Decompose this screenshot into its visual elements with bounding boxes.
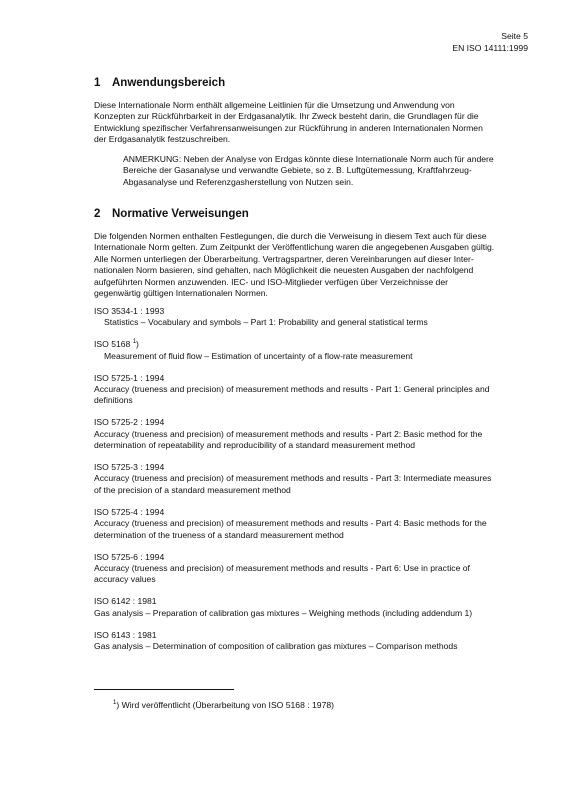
text-line: der Erdgasanalytik festzuschreiben. — [94, 134, 231, 145]
reference-title: Statistics – Vocabulary and symbols – Part 1: Probability and general statistical terms — [104, 317, 428, 328]
reference-code: ISO 6142 : 1981 — [94, 596, 157, 607]
reference-item — [94, 373, 528, 407]
text-line: Die folgenden Normen enthalten Festlegungen, die durch die Verweisung in diesem Text auch für diese — [94, 231, 487, 241]
reference-code: ISO 6143 : 1981 — [94, 629, 157, 640]
note-line: Abgasanalyse und Referenzgasherstellung von Nutzen sein. — [123, 176, 354, 187]
reference-code: ISO 5725-1 : 1994 — [94, 372, 165, 383]
section-2-title: Normative Verweisungen — [112, 208, 249, 220]
page-number: Seite 5 — [501, 31, 528, 41]
reference-item — [94, 339, 528, 362]
reference-item — [94, 507, 528, 541]
footnote-divider — [94, 689, 234, 690]
note-line: ANMERKUNG: Neben der Analyse von Erdgas könnte diese Internationale Norm auch für andere — [123, 154, 494, 164]
text-line: gegenwärtig gültigen Internationalen Normen. — [94, 288, 268, 299]
section-1-number: 1 — [94, 77, 101, 89]
reference-code: ISO 5168 $^1$) — [94, 339, 139, 350]
text-line: Internationale Norm gelten. Zum Zeitpunkt der Veröffentlichung waren die angegebenen Ausgaben gültig. — [94, 242, 495, 253]
text-line: aufgeführten Normen anzuwenden. IEC- und ISO-Mitglieder verfügen über Verzeichnisse der — [94, 276, 448, 287]
reference-title: definitions — [94, 395, 133, 406]
reference-code: ISO 3534-1 : 1993 — [94, 306, 165, 316]
text-line: Konzepten zur Rückführbarkeit in der Erdgasanalytik. Ihr Zweck besteht darin, die Grundlagen für die — [94, 111, 479, 122]
footnote-number: 1 — [113, 700, 117, 707]
reference-list — [94, 306, 528, 663]
reference-title: Gas analysis – Preparation of calibration gas mixtures – Weighing methods (including addendum 1) — [94, 607, 473, 618]
reference-item — [94, 462, 528, 496]
reference-title: Accuracy (trueness and precision) of measurement methods and results - Part 3: Intermediate measures — [94, 473, 492, 484]
section-1-paragraph — [94, 100, 528, 146]
reference-item — [94, 306, 528, 329]
section-2-heading — [94, 207, 528, 221]
reference-title: Accuracy (trueness and precision) of measurement methods and results - Part 2: Basic method for the — [94, 428, 483, 439]
footnote — [113, 700, 513, 711]
reference-title: determination of repeatability and reproducibility of a standard measurement method — [94, 440, 416, 451]
text-line: Diese Internationale Norm enthält allgemeine Leitlinien für die Umsetzung und Anwendung von — [94, 100, 455, 110]
reference-code: ISO 5725-6 : 1994 — [94, 551, 165, 562]
footnote-text: ) Wird veröffentlicht (Überarbeitung von ISO 5168 : 1978) — [116, 700, 335, 710]
section-1-heading — [94, 76, 528, 90]
reference-code: ISO 5725-2 : 1994 — [94, 417, 165, 428]
reference-code: ISO 5725-4 : 1994 — [94, 506, 165, 517]
text-line: nationalen Norm basieren, sind gehalten, nach Möglichkeit die neuesten Ausgaben der nachfolgend — [94, 265, 474, 276]
reference-item — [94, 552, 528, 586]
reference-title: accuracy values — [94, 574, 156, 585]
reference-title: determination of the trueness of a standard measurement method — [94, 529, 344, 540]
text-line: Entwicklung spezifischer Verfahrensanweisungen zur Rückführung in anderen Internationalen Normen — [94, 122, 483, 133]
reference-code: ISO 5725-3 : 1994 — [94, 462, 165, 473]
reference-title: Accuracy (trueness and precision) of measurement methods and results - Part 1: General principles and — [94, 384, 490, 395]
reference-item — [94, 630, 528, 653]
reference-title: Measurement of fluid flow – Estimation of uncertainty of a flow-rate measurement — [104, 350, 413, 361]
note-line: Bereiche der Gasanalyse und verwandte Gebiete, so z. B. Luftgütemessung, Kraftfahrzeug- — [123, 165, 472, 176]
section-2-paragraph — [94, 231, 528, 299]
page-header — [452, 31, 528, 54]
reference-title: of the precision of a standard measurement method — [94, 484, 291, 495]
section-1-note — [123, 154, 528, 188]
reference-title: Accuracy (trueness and precision) of measurement methods and results - Part 4: Basic methods for the — [94, 518, 487, 529]
reference-title: Accuracy (trueness and precision) of measurement methods and results - Part 6: Use in practice of — [94, 562, 470, 573]
reference-title: Gas analysis – Determination of composition of calibration gas mixtures – Comparison methods — [94, 640, 458, 651]
section-1-title: Anwendungsbereich — [112, 77, 226, 89]
section-2-number: 2 — [94, 208, 101, 220]
standard-number: EN ISO 14111:1999 — [452, 42, 528, 53]
reference-item — [94, 417, 528, 451]
reference-item — [94, 596, 528, 619]
text-line: Alle Normen unterliegen der Überarbeitung. Vertragspartner, deren Vereinbarungen auf dieser Inter- — [94, 253, 474, 264]
footnote-marker: 1 — [132, 339, 137, 346]
